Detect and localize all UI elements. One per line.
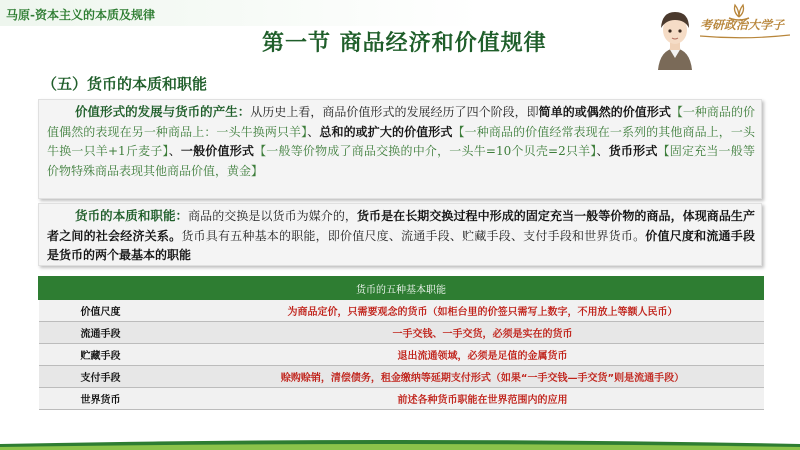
avatar <box>652 6 698 70</box>
table-header: 货币的五种基本职能 <box>39 277 764 300</box>
panel-text: 、 <box>168 144 181 158</box>
panel-text: 货币具有五种基本的职能，即价值尺度、流通手段、贮藏手段、支付手段和世界货币。 <box>181 228 646 243</box>
panel-text: 、 <box>596 144 609 158</box>
panel-lead: 价值形式的发展与货币的产生： <box>75 104 251 119</box>
panel-note: 【一种商品的价值经常表现在一系列的其他商品上，一头牛换一只羊+1斤麦子】 <box>47 124 755 158</box>
brand-name: 考研政治大学子 <box>700 18 785 32</box>
table-row <box>39 300 764 322</box>
panel-note: 【一种商品的价值偶然的表现在另一种商品上：一头牛换两只羊】 <box>47 105 755 139</box>
brand-underline <box>700 33 790 39</box>
function-name: 贮藏手段 <box>39 344 202 366</box>
panel-lead: 货币的本质和职能： <box>75 208 189 223</box>
panel-value-forms <box>38 99 762 199</box>
function-name: 世界货币 <box>39 388 202 410</box>
function-desc: 赊购赊销，清偿债务，租金缴纳等延期支付形式（如果“一手交钱—手交货”则是流通手段） <box>202 366 764 388</box>
function-desc: 退出流通领域，必须是足值的金属货币 <box>202 344 764 366</box>
function-name: 支付手段 <box>39 366 202 388</box>
function-name: 价值尺度 <box>39 300 202 322</box>
function-name: 流通手段 <box>39 322 202 344</box>
panel-money-essence <box>38 203 762 266</box>
panel-strong: 货币是在长期交换过程中形成的固定充当一般等价物的商品，体现商品生产者之间的社会经济关系。 <box>47 209 755 243</box>
panel-note: 【固定充当一般等价物特殊商品表现其他商品价值，黄金】 <box>47 144 755 178</box>
table-row <box>39 344 764 366</box>
function-desc: 一手交钱、一手交货，必须是实在的货币 <box>202 322 764 344</box>
table-row <box>39 322 764 344</box>
function-desc: 为商品定价，只需要观念的货币（如柜台里的价签只需写上数字，不用放上等额人民币） <box>202 300 764 322</box>
panel-strong: 价值尺度和流通手段是货币的两个最基本的职能 <box>47 228 755 262</box>
page-title: 第一节 商品经济和价值规律 <box>262 31 547 56</box>
panel-text: 从历史上看，商品价值形式的发展经历了四个阶段，即 <box>250 105 539 119</box>
panel-strong: 一般价值形式 <box>180 144 255 158</box>
functions-table <box>38 276 764 410</box>
panel-strong: 总和的或扩大的价值形式 <box>319 124 453 139</box>
panel-text: 商品的交换是以货币为媒介的， <box>188 209 357 223</box>
panel-text: 、 <box>307 124 320 139</box>
panel-strong: 货币形式 <box>608 144 658 158</box>
table-row <box>39 366 764 388</box>
table-row <box>39 388 764 410</box>
table-header-row <box>39 277 764 300</box>
panel-note: 【一般等价物成了商品交换的中介，一头牛=10个贝壳=2只羊】 <box>254 144 597 158</box>
breadcrumb: 马原-资本主义的本质及规律 <box>6 8 155 22</box>
panel-strong: 简单的或偶然的价值形式 <box>538 105 671 119</box>
section-heading: （五）货币的本质和职能 <box>42 75 208 93</box>
function-desc: 前述各种货币职能在世界范围内的应用 <box>202 388 764 410</box>
bottom-decoration <box>0 436 800 450</box>
